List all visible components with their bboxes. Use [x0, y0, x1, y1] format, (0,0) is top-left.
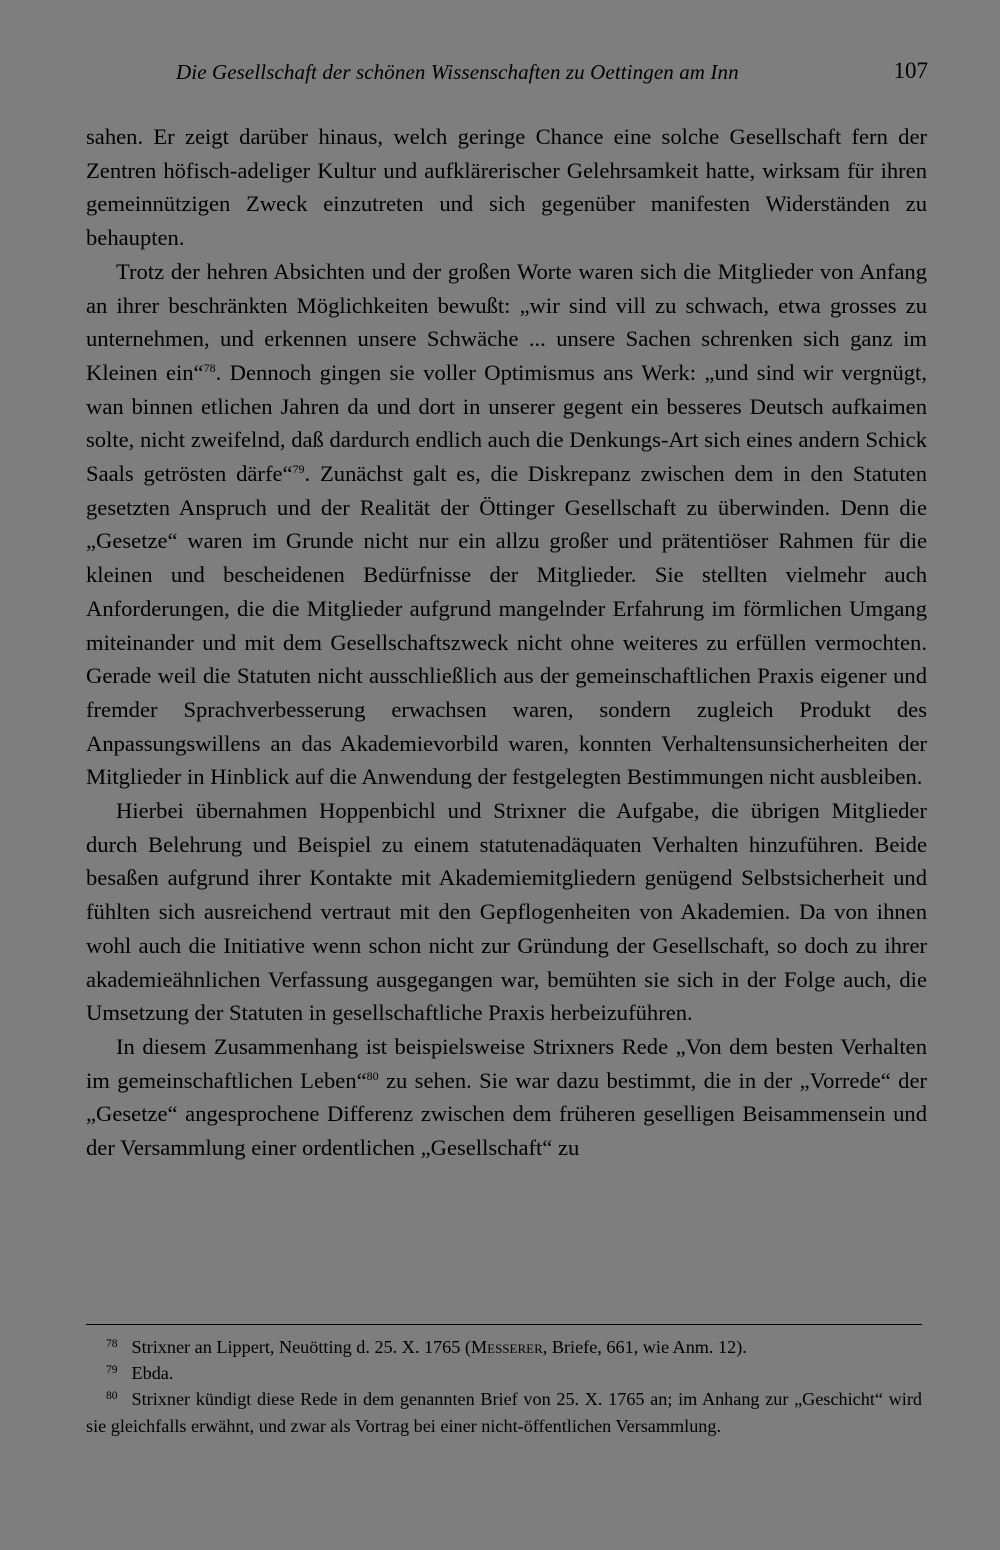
- footnotes: [86, 1334, 922, 1439]
- footnote-divider: [86, 1324, 922, 1325]
- footnote-ref-78[interactable]: 78: [203, 360, 216, 375]
- paragraph-4-text-b: zu sehen. Sie war dazu bestimmt, die in der „Vorrede“ der „Gesetze“ angesprochene Differenz zwischen dem früheren geselligen Beisammensein und der Versammlung einer ordentlichen „Gesellschaft“ zu: [86, 1067, 928, 1161]
- paragraph-2-text-a: Trotz der hehren Absichten und der großen Worte waren sich die Mitglieder von Anfang an ihrer beschränkten Möglichkeiten bewußt: „wir sind vill zu schwach, etwa grosses zu unternehmen, und erkennen unsere Schwäche ... unsere Sachen schrenken sich ganz im Kleinen ein“: [86, 258, 927, 385]
- main-text: [86, 120, 927, 1165]
- footnote-number: 80: [106, 1390, 118, 1403]
- footnote-text: Strixner kündigt diese Rede in dem genannten Brief von 25. X. 1765 an; im Anhang zur „Geschicht“ wird sie gleichfalls erwähnt, und zwar als Vortrag bei einer nicht-öffentlichen Versammlung.: [86, 1389, 922, 1436]
- footnote-number: 78: [106, 1338, 118, 1350]
- footnote-ref-80[interactable]: 80: [366, 1068, 379, 1083]
- footnote-ref-79[interactable]: 79: [292, 462, 305, 477]
- footnote-text: Strixner an Lippert, Neuötting d. 25. X. 1765 (: [131, 1337, 471, 1357]
- running-title: Die Gesellschaft der schönen Wissenschaften zu Oettingen am Inn: [176, 60, 739, 84]
- paragraph-3: Hierbei übernahmen Hoppenbichl und Strixner die Aufgabe, die übrigen Mitglieder durch Belehrung und Beispiel zu einem statutenadäquaten Verhalten hinzuführen. Beide besaßen aufgrund ihrer Kontakte mit Akademiemitgliedern genügend Selbstsicherheit und fühlten sich ausreichend vertraut mit den Gepflogenheiten von Akademien. Da von ihnen wohl auch die Initiative wenn schon nicht zur Gründung der Gesellschaft, so doch zu ihrer akademieähnlichen Verfassung ausgegangen war, bemühten sie sich in der Folge auch, die Umsetzung der Statuten in gesellschaftliche Praxis herbeizuführen.: [86, 798, 927, 1026]
- footnote-80: [86, 1386, 922, 1438]
- paragraph-2-text-c: . Zunächst galt es, die Diskrepanz zwischen dem in den Statuten gesetzten Anspruch und der Realität der Öttinger Gesellschaft zu überwinden. Denn die „Gesetze“ waren im Grunde nicht nur ein allzu großer und prätentiöser Rahmen für die kleinen und bescheidenen Bedürfnisse der Mitglieder. Sie stellten vielmehr auch Anforderungen, die die Mitglieder aufgrund mangelnder Erfahrung im förmlichen Umgang miteinander und mit dem Gesellschaftszweck nicht ohne weiteres zu erfüllen vermochten. Gerade weil die Statuten nicht ausschließlich aus der gemeinschaftlichen Praxis eigener und fremder Sprachverbesserung erwachsen waren, sondern zugleich Produkt des Anpassungswillens an das Akademievorbild waren, konnten Verhaltensunsicherheiten der Mitglieder in Hinblick auf die Anwendung der festgelegten Bestimmungen nicht ausbleiben.: [86, 461, 927, 790]
- paragraph-2-text-b: . Dennoch gingen sie voller Optimismus ans Werk: „und sind wir vergnügt, wan binnen etlichen Jahren da und dort in unserer gegent ein besseres Deutsch aufkaimen solte, nicht zweifelnd, daß dardurch endlich auch die Denkungs-Art sich eines andern Schick Saals getrösten därfe“: [86, 359, 927, 487]
- paragraph-1: sahen. Er zeigt darüber hinaus, welch geringe Chance eine solche Gesellschaft fern der Zentren höfisch-adeliger Kultur und aufklärerischer Gelehrsamkeit hatte, wirksam für ihren gemeinnützigen Zweck einzutreten und sich gegenüber manifesten Widerständen zu behaupten.: [86, 124, 927, 251]
- page-number: 107: [893, 58, 928, 83]
- footnote-number: 79: [106, 1364, 118, 1377]
- running-head: [86, 58, 928, 94]
- footnote-text: , Briefe, 661, wie Anm. 12).: [542, 1337, 747, 1357]
- footnote-text: Ebda.: [131, 1363, 174, 1384]
- paragraph-4-text-a: In diesem Zusammenhang ist beispielsweise Strixners Rede „Von dem besten Verhalten im gemeinschaftlichen Leben“: [86, 1033, 927, 1093]
- footnote-author: Messerer: [470, 1337, 543, 1357]
- paragraph-2: [86, 255, 927, 794]
- footnote-79: [86, 1360, 922, 1386]
- footnote-78: [86, 1334, 922, 1360]
- paragraph-4: [86, 1030, 927, 1165]
